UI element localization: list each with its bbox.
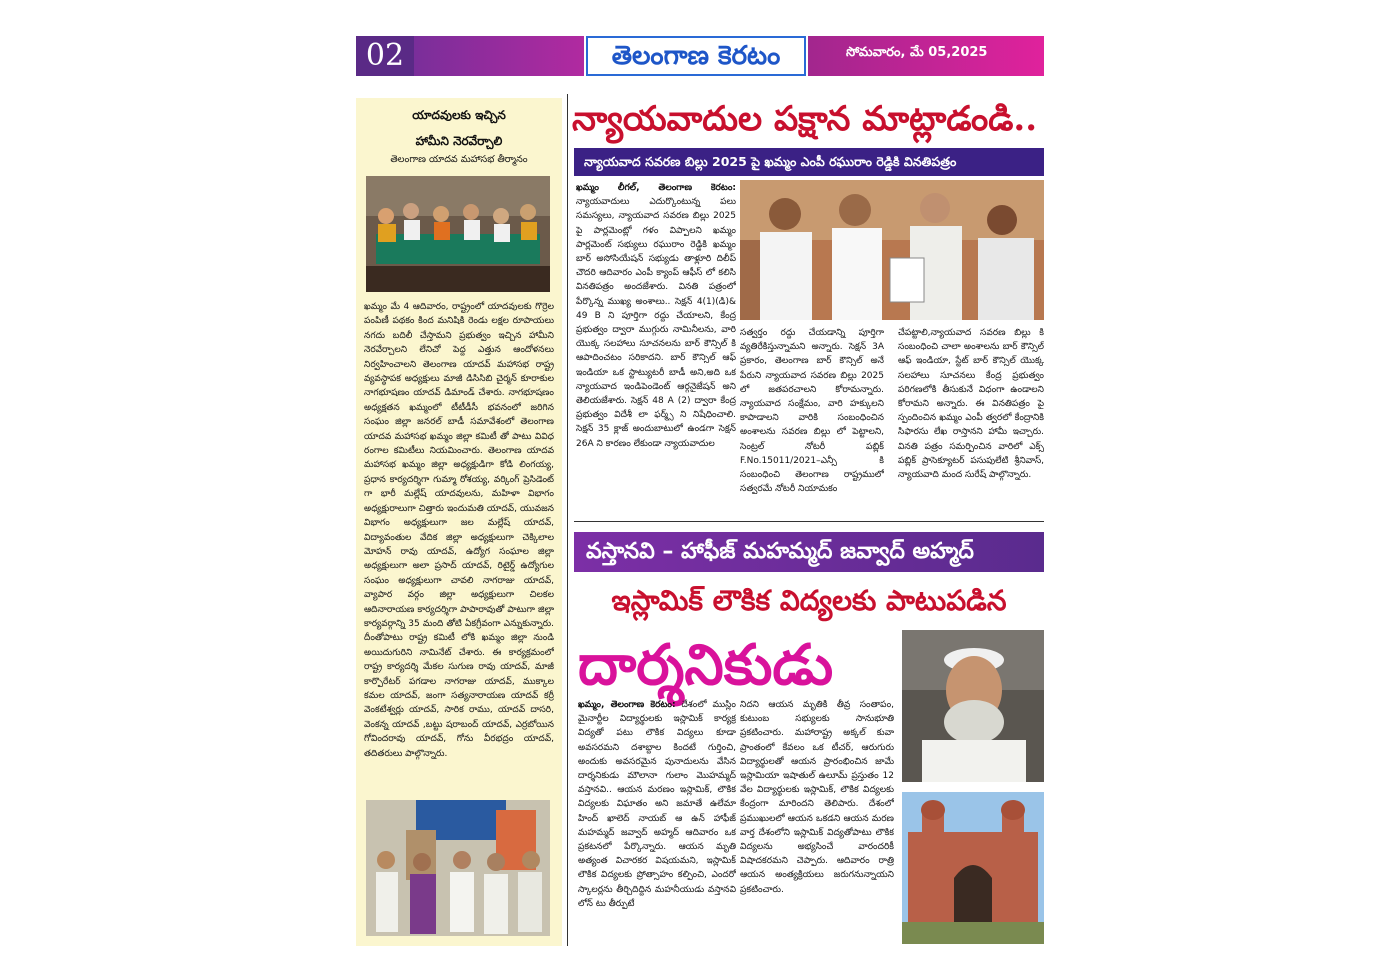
petition-handover-photo: [740, 180, 1044, 320]
sidebar-body: ఖమ్మం మే 4 ఆదివారం, రాష్ట్రంలో యాదవులకు గొర్రెల పంపిణీ పథకం కింద మనిషికి రెండు లక్షల రూపాయలు నగదు బదిలీ చేస్తామని ప్రభుత్వం ఇచ్చిన హామీని నెరవేర్చాలని లేనిచో పెద్ద ఎత్తున ఆందోళనలు నిర్వహించాలని తెలంగాణ యాదవ్ మహాసభ రాష్ట్ర వ్యవస్థాపక అధ్యక్షులు మాజీ డిసిసిబి చైర్మన్ కూరాకుల నాగభూషణం యాదవ్ డిమాండ్ చేశారు. నాగభూషణం అధ్యక్షతన ఖమ్మంలో టీటీడీసీ భవనంలో జరిగిన సంఘం జిల్లా జనరల్ బాడీ సమావేశంలో తెలంగాణ యాదవ మహాసభ ఖమ్మం జిల్లా కమిటీ తో పాటు వివిధ రంగాల కమిటీలు నియమించారు. తెలంగాణ యాదవ మహాసభ ఖమ్మం జిల్లా అధ్యక్షుడిగా కోడి లింగయ్య, ప్రధాన కార్యదర్శిగా గుమ్మా రోశయ్య, వర్కింగ్ ప్రెసిడెంట్ గా భారీ మల్లేష్ యాదవులను, మహిళా విభాగం అధ్యక్షురాలుగా చిత్తారు ఇందుమతి యాదవ్, యువజన విభాగం అధ్యక్షులుగా జల మల్లేష్ యాదవ్, విద్యావంతుల వేదిక జిల్లా అధ్యక్షులుగా చెక్కిలాల మోహన్ రావు యాదవ్, ఉద్యోగ సంఘాల జిల్లా అధ్యక్షులుగా అలా ప్రసాద్ యాదవ్, రిటైర్డ్ ఉద్యోగుల సంఘం అధ్యక్షులుగా చావలి నాగరాజు యాదవ్, వ్యాపార వర్గం జిల్లా అధ్యక్షులుగా చిలకల ఆదినారాయణ కార్యదర్శిగా పాపారావుతో పాటుగా జిల్లా కార్యవర్గాన్ని 35 మంది తోటి ఏకగ్రీవంగా ఎన్నుకున్నారు. దీంతోపాటు రాష్ట్ర కమిటీ లోకి ఖమ్మం జిల్లా నుండి అయిదుగురిని నామినేట్ చేశారు. ఈ కార్యక్రమంలో రాష్ట్ర కార్యదర్శి మేకల సుగుణ రావు యాదవ్, మాజీ కార్పొరేటర్ పగడాల నాగరాజు యాదవ్, ముక్కాల కమల యాదవ్, జంగా సత్యనారాయణ యాదవ్ కర్రీ వెంకటేశ్వర్లు యాదవ్, సారిక రాము, యాదవ్ దాసరి, వెంకన్న యాదవ్ ,బట్టు షరాబంద్ యాదవ్, ఎర్రబోయిన గోవిందరావు యాదవ్, గోను వీరభద్రం యాదవ్, తదితరులు పాల్గొన్నారు.: [364, 302, 554, 759]
story2-headline-big: దార్శనికుడు: [578, 632, 834, 698]
page-number: 02: [356, 36, 414, 76]
building-photo: [902, 792, 1044, 944]
story2-band: వస్తానవి – హాఫీజ్ మహమ్మద్ జవ్వాద్ అహ్మద్: [574, 532, 1044, 572]
meeting-photo: [366, 176, 550, 292]
sidebar-subheadline: తెలంగాణ యాదవ మహాసభ తీర్మానం: [390, 154, 528, 165]
story2-column1-text: దేశంలో ముస్లిం మైనార్టీల విద్యార్థులకు ఇస్లామిక్ కార్యక్ర విద్యతో పటు లౌకిక విద్యలు కూడా అవసరమని దశాబ్దాల కిందటే గుర్తించి, అందుకు అవసరమైన పునాదులను వేసిన దార్శనికుడు మౌలానా గులాం మొహమ్మద్ వస్తానవి.. ఆయన మరణం ఇస్లామిక్, లౌకిక విద్యలకు విఘాతం అని జమాతే ఉలేమా హింద్ ఖాలెద్ నాయబ్ ఆ ఉన్ హాఫీజ్ మహమ్మద్ జవ్వాద్ అహ్మద్ ఆదివారం ఒక ప్రకటనలో పేర్కొన్నారు. ఆయన మృతి అత్యంత విచారకర విషయమని, ఇస్లామిక్ లౌకిక విద్యలకు ప్రోత్సాహం కల్పించి, ఎందరో స్కాలర్లను తీర్చిదిద్దిన మహనీయుడు వస్తానవి లోన్ టు తీర్పుటే: [578, 700, 736, 909]
issue-date: సోమవారం, మే 05,2025: [846, 45, 988, 60]
story1-column3: చేపట్టాలి,న్యాయవాద సవరణ బిల్లు కి సంబంధించి చాలా అంశాలను బార్ కౌన్సిల్ ఆఫ్ ఇండియా, స్టేట్ బార్ కౌన్సిల్ యొక్క సలహాలు సూచనలు కేంద్ర ప్రభుత్వం పరిగణలోకి తీసుకునే విధంగా ఉండాలని కోరామని అన్నారు. ఈ వినతిపత్రం పై స్పందించిన ఖమ్మం ఎంపీ త్వరలో కేంద్రానికి సిఫారసు లేఖ రాస్తానని హామీ ఇచ్చారు. వినతి పత్రం సమర్పించిన వారిలో ఎక్స్ పబ్లిక్ ప్రాసెక్యూటర్ పసుపులేటి శ్రీనివాస్, న్యాయవాది మంద సురేష్ పాల్గొన్నారు.: [898, 328, 1044, 481]
newspaper-page: [356, 36, 1044, 946]
story2-column1: [578, 698, 736, 938]
sidebar-headline-line2: హామీని నెరవేర్చాలి: [415, 134, 503, 148]
story1-subheadline: న్యాయవాద సవరణ బిల్లు 2025 పై ఖమ్మం ఎంపీ రఘురాం రెడ్డికి వినతిపత్రం: [574, 148, 1044, 176]
column-divider: [567, 94, 568, 946]
story1-headline: న్యాయవాదుల పక్షాన మాట్లాడండి..: [572, 99, 1038, 139]
sidebar-story: [356, 98, 562, 946]
sidebar-headline-line1: యాదవులకు ఇచ్చిన: [412, 108, 506, 122]
portrait-photo: [902, 630, 1044, 782]
story1-column2: సత్వర్తం రద్దు చేయడాన్ని పూర్తిగా వ్యతిరేకిస్తున్నామని అన్నారు. సెక్షన్ 3A ప్రకారం, తెలంగాణ బార్ కౌన్సిల్ అనే పేరుని న్యాయవాద సవరణ బిల్లు 2025 లో జతపరచాలని కోరామన్నారు. న్యాయవాద సంక్షేమం, వారి హక్కులని కాపాడాలని వారికి సంబంధించిన అంశాలను సవరణ బిల్లు లో పెట్టాలని, సెంట్రల్ నోటరీ పబ్లిక్ F.No.15011/2021–ఎన్సీ కి సంబంధించి తెలంగాణ రాష్ట్రములో సత్వరమే నోటరీ నియామకం: [740, 328, 884, 495]
story2-column2: నిదని ఆయన మృతికి తీవ్ర సంతాపం, కుటుంబ సభ్యులకు సానుభూతి ప్రకటించారు. మహారాష్ట్ర అక్కల్ కువా ప్రాంతంలో కేవలం ఒక టీచర్, ఆరుగురు విద్యార్థులతో ఆయన ప్రారంభించిన జామే ఇస్లామియా ఇషాతుల్ ఉలూమ్ ప్రస్తుతం 12 వేల విద్యార్థులకు ఇస్లామిక్, లౌకిక విద్యలకు కేంద్రంగా మారిందని తెలిపారు. దేశంలో ప్రముఖులలో ఆయన ఒకడని ఆయన మరణ వార్త దేశంలోని ఇస్లామిక్ విద్యతోపాటు లౌకిక విద్యలను అభ్యసించే వారందరికీ విషాదకరమని చెప్పారు. ఆదివారం రాత్రి ఆయన అంత్యక్రియలు జరుగనున్నాయని ప్రకటించారు.: [740, 700, 894, 895]
story1-dateline: ఖమ్మం లీగల్, తెలంగాణ కెరటం:: [576, 183, 736, 193]
story1-column1: [576, 181, 736, 511]
story-divider: [574, 521, 1044, 522]
masthead-left-bar: [414, 36, 584, 76]
story2-dateline: ఖమ్మం, తెలంగాణ కెరటం:: [578, 700, 676, 710]
paper-logo: తెలంగాణ కెరటం: [586, 36, 806, 76]
story1-column1-text: న్యాయవాదులు ఎదుర్కొంటున్న పలు సమస్యలు, న్యాయవాద సవరణ బిల్లు 2025 పై పార్లమెంట్లో గళం విప్పాలని ఖమ్మం పార్లమెంట్ సభ్యులు రఘురాం రెడ్డికి ఖమ్మం బార్ అసోసియేషన్ సభ్యుడు తాళ్లూరి దిలీప్ చౌదరి ఆదివారం ఎంపీ క్యాంప్ ఆఫీస్ లో కలిసి వినతిపత్రం అందజేశారు. వినతి పత్రంలో పేర్కొన్న ముఖ్య అంశాలు.. సెక్షన్ 4(1)(డి)& 49 B ని పూర్తిగా రద్దు చేయాలని, కేంద్ర ప్రభుత్వం ద్వారా ముగ్గురు నామినీలను, వారి యొక్క సలహాలు సూచనలను బార్ కౌన్సిల్ కి ఆపాదించటం సరికాదని. బార్ కౌన్సిల్ ఆఫ్ ఇండియా ఒక స్టాట్యుటరీ బాడీ అని,అది ఒక న్యాయవాద ఇండిపెండెంట్ ఆర్గనైజేషన్ అని తెలియజేశారు. సెక్షన్ 48 A (2) ద్వారా కేంద్ర ప్రభుత్వం విదేశీ లా ఫర్మ్స్ ని నిషేధించాలి. సెక్షన్ 35 క్లాజ్ అందుబాటులో ఉండగా సెక్షన్ 26A ని కారణం లేకుండా న్యాయవాదుల: [576, 197, 736, 449]
felicitation-photo: [366, 800, 550, 936]
masthead: [356, 36, 1044, 76]
story2-headline: ఇస్లామిక్ లౌకిక విద్యలకు పాటుపడిన: [611, 584, 1007, 617]
